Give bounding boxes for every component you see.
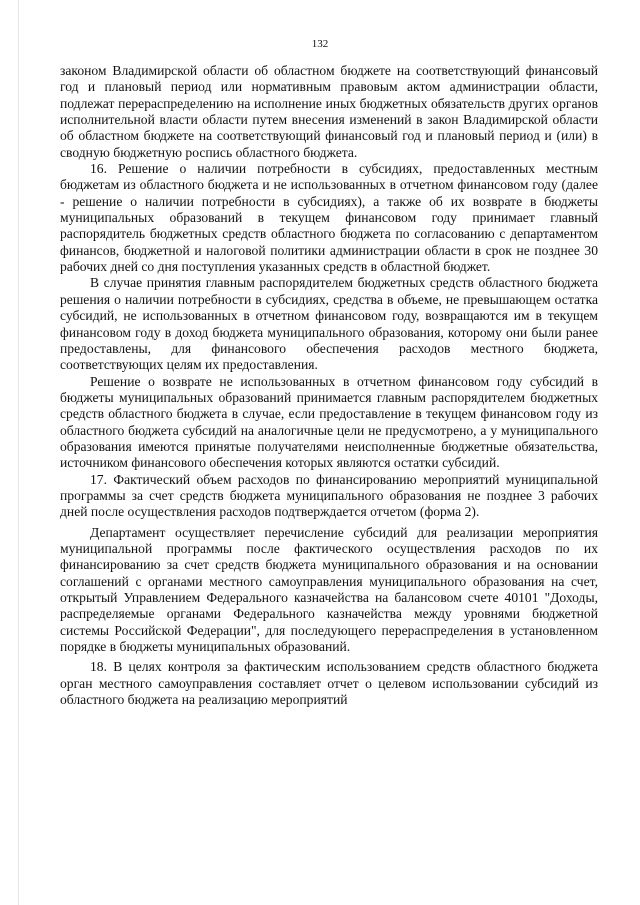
paragraph-clause-18: 18. В целях контроля за фактическим использованием средств областного бюджета орган местного самоуправления составляет отчет о целевом использовании субсидий из областного бюджета на реализацию мероприятий: [60, 659, 598, 708]
paragraph-clause-16: 16. Решение о наличии потребности в субсидиях, предоставленных местным бюджетам из областного бюджета и не использованных в отчетном финансовом году (далее - решение о наличии потребности в субсидиях), а также об их возврате в бюджеты муниципальных образований в текущем финансовом году принимает главный распорядитель бюджетных средств областного бюджета по согласованию с департаментом финансов, бюджетной и налоговой политики администрации области в срок не позднее 30 рабочих дней со дня поступления указанных средств в областной бюджет.: [60, 161, 598, 275]
paragraph-clause-17: 17. Фактический объем расходов по финансированию мероприятий муниципальной программы за счет средств бюджета муниципального образования не позднее 3 рабочих дней после осуществления расходов подтверждается отчетом (форма 2).: [60, 471, 598, 520]
scan-edge-line: [18, 0, 19, 905]
paragraph-clause-16-return: В случае принятия главным распорядителем бюджетных средств областного бюджета решения о наличии потребности в субсидиях, средства в объеме, не превышающем остатка субсидий, не использованных в отчетном финансовом году, возвращаются им в текущем финансовом году в доход бюджета муниципального образования, которому они были ранее предоставлены, для финансового обеспечения расходов местного бюджета, соответствующих целям их предоставления.: [60, 275, 598, 373]
document-body: [60, 63, 598, 708]
paragraph-clause-17-department: Департамент осуществляет перечисление субсидий для реализации мероприятия муниципальной программы после фактического осуществления расходов по их финансированию за счет средств бюджета муниципального образования и на основании соглашений с органами местного самоуправления муниципального образования на счет, открытый Управлением Федерального казначейства на балансовом счете 40101 "Доходы, распределяемые органами Федерального казначейства между уровнями бюджетной системы Российской Федерации", для последующего перераспределения в установленном порядке в бюджеты муниципальных образований.: [60, 524, 598, 655]
page-number: 132: [311, 38, 329, 50]
paragraph-clause-16-decision: Решение о возврате не использованных в отчетном финансовом году субсидий в бюджеты муниципальных образований принимается главным распорядителем бюджетных средств областного бюджета в случае, если предоставление в текущем финансовом году из областного бюджета субсидий на аналогичные цели не предусмотрено, а у муниципального образования имеются принятые получателями неисполненные бюджетные обязательства, источником финансового обеспечения которых являются остатки субсидий.: [60, 373, 598, 471]
paragraph-continuation: законом Владимирской области об областном бюджете на соответствующий финансовый год и плановый период или нормативным правовым актом администрации области, подлежат перераспределению на исполнение иных бюджетных обязательств других органов исполнительной власти области путем внесения изменений в закон Владимирской области об областном бюджете на соответствующий финансовый год и плановый период и (или) в сводную бюджетную роспись областного бюджета.: [60, 63, 598, 160]
